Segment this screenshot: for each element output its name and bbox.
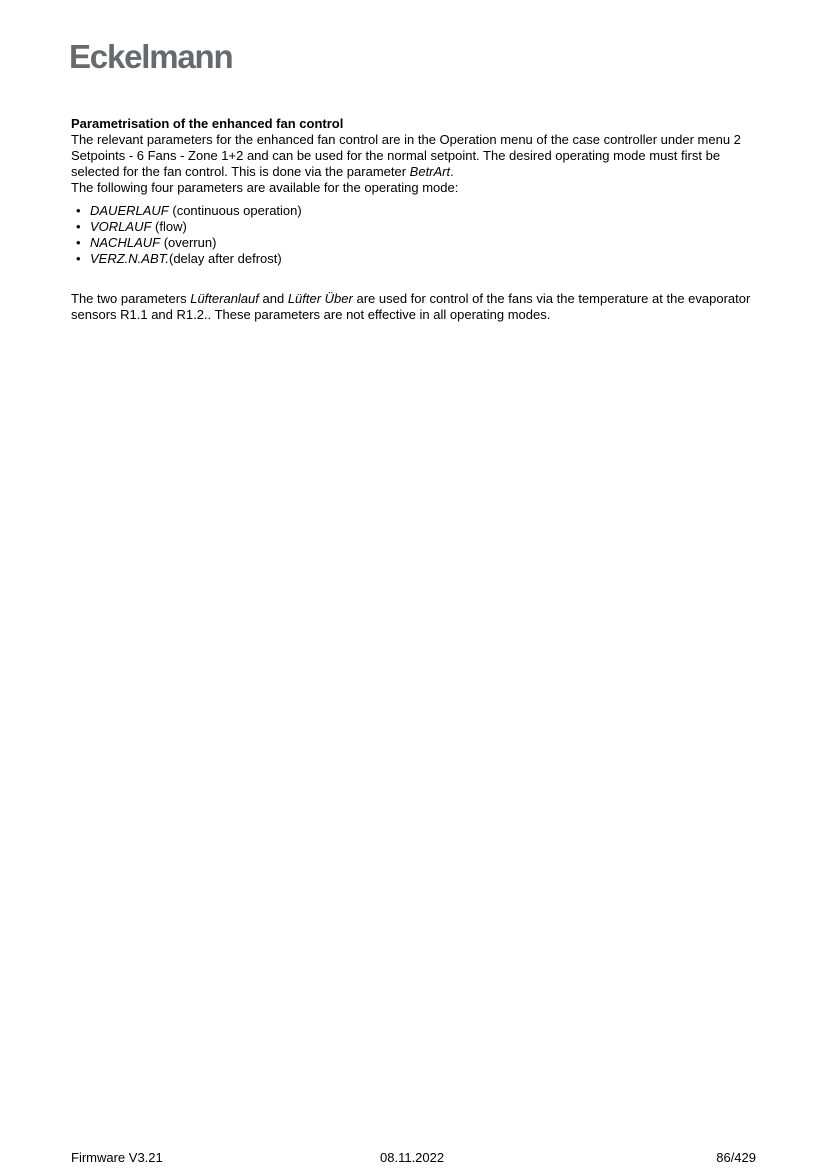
list-item [71, 219, 761, 235]
closing-text: are used for control of the fans via the temperature at the evaporator sensors R1.1 and R1.2.. These parameters are not effective in all operating modes. [71, 291, 751, 322]
bullet-icon: • [76, 251, 81, 266]
intro-paragraph [71, 132, 761, 180]
mode-desc: (delay after defrost) [168, 251, 282, 266]
section-heading: Parametrisation of the enhanced fan control [71, 116, 344, 131]
company-logo: Eckelmann [69, 38, 233, 75]
param-luefteranlauf: Lüfteranlauf [190, 291, 259, 306]
list-item [71, 235, 761, 251]
mode-name: DAUERLAUF [90, 203, 169, 218]
list-intro: The following four parameters are available for the operating mode: [71, 180, 459, 195]
intro-text: The relevant parameters for the enhanced fan control are in the Operation menu of the case controller under menu 2 Setpoints - 6 Fans - Zone 1+2 and can be used for the normal setpoint. The desired operating mode must first be selected for the fan control. This is done via the parameter [71, 132, 741, 179]
bullet-icon: • [76, 219, 81, 234]
param-betrart: BetrArt [409, 164, 451, 179]
bullet-icon: • [76, 235, 81, 250]
footer-date: 08.11.2022 [380, 1150, 445, 1165]
list-item [71, 251, 761, 267]
list-item [71, 203, 761, 219]
mode-name: VORLAUF [90, 219, 152, 234]
closing-text: The two parameters [71, 291, 191, 306]
closing-text: and [258, 291, 288, 306]
bullet-icon: • [76, 203, 81, 218]
spacer [71, 267, 761, 291]
param-luefter-ueber: Lüfter Über [287, 291, 353, 306]
intro-text-end: . [450, 164, 454, 179]
mode-desc: (continuous operation) [168, 203, 302, 218]
operating-mode-list [71, 203, 761, 267]
mode-desc: (overrun) [160, 235, 217, 250]
mode-name: VERZ.N.ABT. [90, 251, 169, 266]
document-body [71, 116, 761, 323]
footer-page-number: 86/429 [716, 1150, 756, 1165]
footer-firmware: Firmware V3.21 [71, 1150, 163, 1165]
closing-paragraph [71, 291, 761, 323]
mode-desc: (flow) [151, 219, 187, 234]
mode-name: NACHLAUF [90, 235, 161, 250]
